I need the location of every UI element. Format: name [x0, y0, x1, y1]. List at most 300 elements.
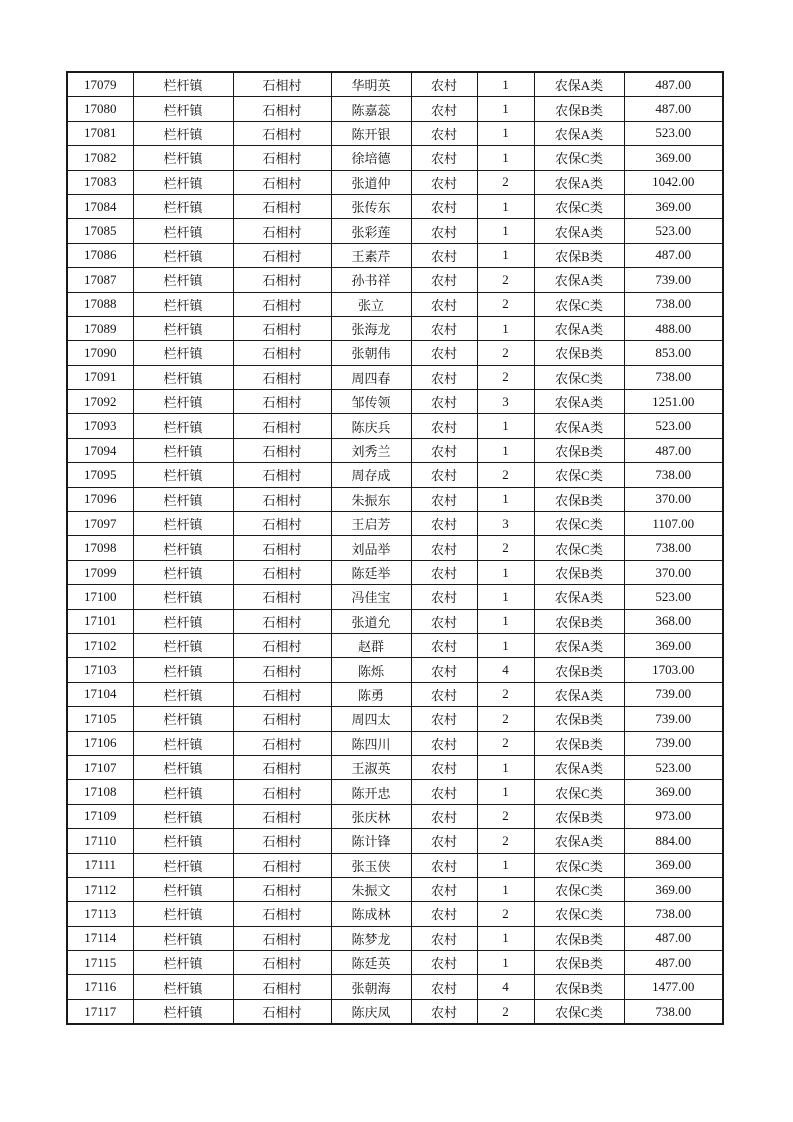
- cell-serial: 17084: [67, 194, 133, 218]
- cell-town: 栏杆镇: [133, 121, 233, 145]
- cell-amount: 738.00: [624, 292, 723, 316]
- cell-name: 周存成: [331, 463, 411, 487]
- cell-residence: 农村: [411, 902, 477, 926]
- cell-village: 石相村: [233, 487, 331, 511]
- cell-town: 栏杆镇: [133, 999, 233, 1024]
- cell-residence: 农村: [411, 609, 477, 633]
- cell-category: 农保C类: [534, 292, 624, 316]
- cell-count: 1: [477, 414, 534, 438]
- cell-residence: 农村: [411, 414, 477, 438]
- cell-village: 石相村: [233, 755, 331, 779]
- cell-residence: 农村: [411, 975, 477, 999]
- cell-category: 农保C类: [534, 780, 624, 804]
- table-row: [67, 707, 723, 731]
- cell-amount: 369.00: [624, 194, 723, 218]
- cell-amount: 738.00: [624, 365, 723, 389]
- cell-category: 农保B类: [534, 731, 624, 755]
- cell-category: 农保B类: [534, 951, 624, 975]
- cell-town: 栏杆镇: [133, 390, 233, 414]
- cell-serial: 17089: [67, 316, 133, 340]
- cell-category: 农保A类: [534, 755, 624, 779]
- cell-count: 1: [477, 146, 534, 170]
- cell-amount: 884.00: [624, 829, 723, 853]
- cell-name: 陈开忠: [331, 780, 411, 804]
- cell-village: 石相村: [233, 268, 331, 292]
- cell-category: 农保A类: [534, 121, 624, 145]
- cell-village: 石相村: [233, 877, 331, 901]
- cell-serial: 17087: [67, 268, 133, 292]
- cell-village: 石相村: [233, 97, 331, 121]
- cell-count: 1: [477, 585, 534, 609]
- cell-amount: 487.00: [624, 951, 723, 975]
- cell-village: 石相村: [233, 194, 331, 218]
- table-row: [67, 731, 723, 755]
- cell-name: 陈廷举: [331, 560, 411, 584]
- cell-serial: 17088: [67, 292, 133, 316]
- cell-town: 栏杆镇: [133, 902, 233, 926]
- cell-amount: 488.00: [624, 316, 723, 340]
- cell-town: 栏杆镇: [133, 536, 233, 560]
- table-row: [67, 268, 723, 292]
- cell-residence: 农村: [411, 877, 477, 901]
- cell-count: 1: [477, 560, 534, 584]
- cell-residence: 农村: [411, 536, 477, 560]
- cell-count: 2: [477, 829, 534, 853]
- cell-amount: 369.00: [624, 877, 723, 901]
- table-row: [67, 609, 723, 633]
- cell-count: 1: [477, 438, 534, 462]
- cell-town: 栏杆镇: [133, 438, 233, 462]
- cell-residence: 农村: [411, 316, 477, 340]
- cell-category: 农保C类: [534, 512, 624, 536]
- cell-name: 张朝伟: [331, 341, 411, 365]
- cell-count: 1: [477, 780, 534, 804]
- cell-residence: 农村: [411, 243, 477, 267]
- cell-serial: 17102: [67, 633, 133, 657]
- cell-category: 农保C类: [534, 146, 624, 170]
- cell-amount: 369.00: [624, 853, 723, 877]
- table-row: [67, 804, 723, 828]
- cell-name: 陈梦龙: [331, 926, 411, 950]
- cell-serial: 17091: [67, 365, 133, 389]
- cell-category: 农保C类: [534, 853, 624, 877]
- table-row: [67, 438, 723, 462]
- cell-amount: 370.00: [624, 560, 723, 584]
- cell-name: 刘品举: [331, 536, 411, 560]
- table-row: [67, 219, 723, 243]
- table-row: [67, 755, 723, 779]
- cell-amount: 1251.00: [624, 390, 723, 414]
- cell-amount: 1042.00: [624, 170, 723, 194]
- cell-village: 石相村: [233, 121, 331, 145]
- table-row: [67, 951, 723, 975]
- cell-residence: 农村: [411, 853, 477, 877]
- cell-town: 栏杆镇: [133, 341, 233, 365]
- cell-town: 栏杆镇: [133, 853, 233, 877]
- cell-amount: 487.00: [624, 438, 723, 462]
- cell-name: 徐培德: [331, 146, 411, 170]
- cell-amount: 739.00: [624, 268, 723, 292]
- cell-name: 陈勇: [331, 682, 411, 706]
- cell-serial: 17095: [67, 463, 133, 487]
- cell-category: 农保B类: [534, 707, 624, 731]
- cell-serial: 17105: [67, 707, 133, 731]
- cell-serial: 17104: [67, 682, 133, 706]
- cell-count: 2: [477, 170, 534, 194]
- cell-town: 栏杆镇: [133, 316, 233, 340]
- cell-category: 农保B类: [534, 804, 624, 828]
- cell-name: 王淑英: [331, 755, 411, 779]
- cell-category: 农保A类: [534, 682, 624, 706]
- cell-village: 石相村: [233, 390, 331, 414]
- table-row: [67, 853, 723, 877]
- cell-serial: 17098: [67, 536, 133, 560]
- cell-residence: 农村: [411, 292, 477, 316]
- cell-village: 石相村: [233, 560, 331, 584]
- table-row: [67, 316, 723, 340]
- cell-count: 4: [477, 975, 534, 999]
- cell-category: 农保B类: [534, 487, 624, 511]
- cell-serial: 17083: [67, 170, 133, 194]
- cell-serial: 17099: [67, 560, 133, 584]
- cell-residence: 农村: [411, 951, 477, 975]
- table-row: [67, 512, 723, 536]
- cell-count: 1: [477, 219, 534, 243]
- table-row: [67, 243, 723, 267]
- cell-serial: 17094: [67, 438, 133, 462]
- cell-town: 栏杆镇: [133, 951, 233, 975]
- cell-category: 农保B类: [534, 97, 624, 121]
- cell-count: 3: [477, 390, 534, 414]
- cell-category: 农保C类: [534, 877, 624, 901]
- table-row: [67, 146, 723, 170]
- cell-village: 石相村: [233, 341, 331, 365]
- cell-residence: 农村: [411, 731, 477, 755]
- cell-village: 石相村: [233, 536, 331, 560]
- cell-town: 栏杆镇: [133, 268, 233, 292]
- cell-name: 朱振东: [331, 487, 411, 511]
- cell-name: 张立: [331, 292, 411, 316]
- cell-residence: 农村: [411, 97, 477, 121]
- table-row: [67, 97, 723, 121]
- cell-residence: 农村: [411, 121, 477, 145]
- cell-town: 栏杆镇: [133, 512, 233, 536]
- table-row: [67, 72, 723, 97]
- cell-residence: 农村: [411, 829, 477, 853]
- cell-amount: 1477.00: [624, 975, 723, 999]
- cell-name: 张庆林: [331, 804, 411, 828]
- cell-count: 2: [477, 804, 534, 828]
- cell-name: 孙书祥: [331, 268, 411, 292]
- cell-residence: 农村: [411, 658, 477, 682]
- cell-name: 王启芳: [331, 512, 411, 536]
- table-row: [67, 780, 723, 804]
- cell-amount: 523.00: [624, 585, 723, 609]
- cell-category: 农保C类: [534, 194, 624, 218]
- cell-town: 栏杆镇: [133, 243, 233, 267]
- cell-residence: 农村: [411, 268, 477, 292]
- cell-town: 栏杆镇: [133, 194, 233, 218]
- table-row: [67, 633, 723, 657]
- cell-category: 农保C类: [534, 365, 624, 389]
- cell-town: 栏杆镇: [133, 219, 233, 243]
- cell-amount: 738.00: [624, 902, 723, 926]
- cell-serial: 17109: [67, 804, 133, 828]
- cell-count: 2: [477, 731, 534, 755]
- table-row: [67, 487, 723, 511]
- cell-category: 农保A类: [534, 72, 624, 97]
- cell-village: 石相村: [233, 682, 331, 706]
- cell-name: 陈成林: [331, 902, 411, 926]
- cell-count: 2: [477, 536, 534, 560]
- cell-residence: 农村: [411, 72, 477, 97]
- cell-residence: 农村: [411, 707, 477, 731]
- cell-residence: 农村: [411, 780, 477, 804]
- cell-amount: 738.00: [624, 999, 723, 1024]
- cell-residence: 农村: [411, 365, 477, 389]
- cell-town: 栏杆镇: [133, 633, 233, 657]
- table-row: [67, 682, 723, 706]
- cell-category: 农保A类: [534, 414, 624, 438]
- cell-amount: 853.00: [624, 341, 723, 365]
- cell-count: 1: [477, 243, 534, 267]
- cell-category: 农保C类: [534, 999, 624, 1024]
- cell-count: 2: [477, 999, 534, 1024]
- cell-serial: 17103: [67, 658, 133, 682]
- cell-category: 农保A类: [534, 585, 624, 609]
- cell-residence: 农村: [411, 194, 477, 218]
- cell-name: 王素芹: [331, 243, 411, 267]
- cell-serial: 17110: [67, 829, 133, 853]
- cell-serial: 17117: [67, 999, 133, 1024]
- cell-count: 4: [477, 658, 534, 682]
- cell-name: 华明英: [331, 72, 411, 97]
- cell-category: 农保B类: [534, 609, 624, 633]
- table-row: [67, 414, 723, 438]
- cell-amount: 369.00: [624, 633, 723, 657]
- cell-count: 2: [477, 707, 534, 731]
- table-row: [67, 585, 723, 609]
- cell-village: 石相村: [233, 219, 331, 243]
- cell-village: 石相村: [233, 585, 331, 609]
- cell-name: 陈计锋: [331, 829, 411, 853]
- cell-name: 陈开银: [331, 121, 411, 145]
- cell-village: 石相村: [233, 829, 331, 853]
- cell-amount: 1107.00: [624, 512, 723, 536]
- cell-name: 陈嘉蕊: [331, 97, 411, 121]
- cell-village: 石相村: [233, 999, 331, 1024]
- cell-town: 栏杆镇: [133, 487, 233, 511]
- cell-village: 石相村: [233, 512, 331, 536]
- cell-serial: 17092: [67, 390, 133, 414]
- cell-serial: 17085: [67, 219, 133, 243]
- cell-category: 农保A类: [534, 316, 624, 340]
- cell-amount: 369.00: [624, 146, 723, 170]
- cell-town: 栏杆镇: [133, 780, 233, 804]
- cell-name: 冯佳宝: [331, 585, 411, 609]
- cell-village: 石相村: [233, 804, 331, 828]
- cell-name: 陈烁: [331, 658, 411, 682]
- cell-village: 石相村: [233, 438, 331, 462]
- cell-serial: 17106: [67, 731, 133, 755]
- cell-name: 张海龙: [331, 316, 411, 340]
- cell-count: 2: [477, 341, 534, 365]
- cell-serial: 17080: [67, 97, 133, 121]
- cell-town: 栏杆镇: [133, 97, 233, 121]
- table-row: [67, 341, 723, 365]
- cell-serial: 17090: [67, 341, 133, 365]
- cell-count: 1: [477, 877, 534, 901]
- table-row: [67, 560, 723, 584]
- cell-amount: 973.00: [624, 804, 723, 828]
- table-row: [67, 194, 723, 218]
- cell-name: 张道允: [331, 609, 411, 633]
- cell-amount: 370.00: [624, 487, 723, 511]
- cell-residence: 农村: [411, 926, 477, 950]
- table-row: [67, 170, 723, 194]
- cell-town: 栏杆镇: [133, 609, 233, 633]
- cell-village: 石相村: [233, 316, 331, 340]
- cell-town: 栏杆镇: [133, 975, 233, 999]
- cell-amount: 738.00: [624, 536, 723, 560]
- cell-category: 农保B类: [534, 926, 624, 950]
- cell-town: 栏杆镇: [133, 877, 233, 901]
- cell-category: 农保A类: [534, 390, 624, 414]
- cell-category: 农保A类: [534, 633, 624, 657]
- cell-town: 栏杆镇: [133, 585, 233, 609]
- cell-residence: 农村: [411, 804, 477, 828]
- cell-village: 石相村: [233, 146, 331, 170]
- table-row: [67, 999, 723, 1024]
- cell-village: 石相村: [233, 365, 331, 389]
- cell-count: 1: [477, 853, 534, 877]
- cell-count: 1: [477, 121, 534, 145]
- cell-count: 2: [477, 268, 534, 292]
- cell-town: 栏杆镇: [133, 829, 233, 853]
- cell-name: 张道仲: [331, 170, 411, 194]
- cell-residence: 农村: [411, 438, 477, 462]
- cell-count: 1: [477, 316, 534, 340]
- cell-serial: 17082: [67, 146, 133, 170]
- cell-count: 1: [477, 487, 534, 511]
- cell-name: 张玉侠: [331, 853, 411, 877]
- cell-category: 农保A类: [534, 219, 624, 243]
- cell-village: 石相村: [233, 926, 331, 950]
- cell-category: 农保C类: [534, 902, 624, 926]
- cell-serial: 17116: [67, 975, 133, 999]
- table-row: [67, 902, 723, 926]
- cell-category: 农保C类: [534, 463, 624, 487]
- payment-roster-table: [66, 71, 724, 1025]
- cell-count: 2: [477, 365, 534, 389]
- cell-village: 石相村: [233, 707, 331, 731]
- cell-town: 栏杆镇: [133, 170, 233, 194]
- cell-residence: 农村: [411, 219, 477, 243]
- cell-name: 陈四川: [331, 731, 411, 755]
- cell-serial: 17086: [67, 243, 133, 267]
- cell-count: 1: [477, 633, 534, 657]
- cell-category: 农保B类: [534, 341, 624, 365]
- cell-count: 1: [477, 609, 534, 633]
- table-row: [67, 536, 723, 560]
- table-row: [67, 926, 723, 950]
- cell-amount: 738.00: [624, 463, 723, 487]
- cell-amount: 739.00: [624, 731, 723, 755]
- cell-village: 石相村: [233, 72, 331, 97]
- cell-residence: 农村: [411, 170, 477, 194]
- cell-town: 栏杆镇: [133, 72, 233, 97]
- cell-amount: 368.00: [624, 609, 723, 633]
- cell-name: 朱振文: [331, 877, 411, 901]
- cell-residence: 农村: [411, 999, 477, 1024]
- cell-residence: 农村: [411, 512, 477, 536]
- cell-serial: 17114: [67, 926, 133, 950]
- cell-name: 张传东: [331, 194, 411, 218]
- cell-serial: 17081: [67, 121, 133, 145]
- cell-town: 栏杆镇: [133, 926, 233, 950]
- cell-village: 石相村: [233, 658, 331, 682]
- cell-town: 栏杆镇: [133, 365, 233, 389]
- cell-serial: 17115: [67, 951, 133, 975]
- cell-count: 1: [477, 951, 534, 975]
- cell-category: 农保B类: [534, 243, 624, 267]
- cell-village: 石相村: [233, 902, 331, 926]
- table-row: [67, 121, 723, 145]
- cell-town: 栏杆镇: [133, 755, 233, 779]
- cell-village: 石相村: [233, 609, 331, 633]
- cell-town: 栏杆镇: [133, 560, 233, 584]
- table-body: [67, 72, 723, 1024]
- cell-name: 刘秀兰: [331, 438, 411, 462]
- cell-town: 栏杆镇: [133, 804, 233, 828]
- cell-town: 栏杆镇: [133, 731, 233, 755]
- cell-village: 石相村: [233, 853, 331, 877]
- table-row: [67, 975, 723, 999]
- cell-serial: 17108: [67, 780, 133, 804]
- cell-count: 1: [477, 755, 534, 779]
- cell-name: 陈庆兵: [331, 414, 411, 438]
- table-row: [67, 292, 723, 316]
- cell-amount: 523.00: [624, 121, 723, 145]
- table-row: [67, 877, 723, 901]
- cell-category: 农保C类: [534, 536, 624, 560]
- cell-town: 栏杆镇: [133, 707, 233, 731]
- cell-town: 栏杆镇: [133, 682, 233, 706]
- cell-category: 农保A类: [534, 170, 624, 194]
- cell-category: 农保B类: [534, 560, 624, 584]
- cell-village: 石相村: [233, 633, 331, 657]
- cell-village: 石相村: [233, 951, 331, 975]
- cell-village: 石相村: [233, 292, 331, 316]
- cell-residence: 农村: [411, 755, 477, 779]
- cell-amount: 487.00: [624, 243, 723, 267]
- table-row: [67, 390, 723, 414]
- cell-category: 农保B类: [534, 658, 624, 682]
- cell-amount: 739.00: [624, 707, 723, 731]
- cell-serial: 17096: [67, 487, 133, 511]
- cell-name: 周四春: [331, 365, 411, 389]
- cell-name: 张朝海: [331, 975, 411, 999]
- cell-serial: 17107: [67, 755, 133, 779]
- cell-count: 2: [477, 682, 534, 706]
- cell-village: 石相村: [233, 243, 331, 267]
- cell-town: 栏杆镇: [133, 463, 233, 487]
- cell-amount: 369.00: [624, 780, 723, 804]
- cell-serial: 17100: [67, 585, 133, 609]
- cell-serial: 17101: [67, 609, 133, 633]
- cell-name: 张彩莲: [331, 219, 411, 243]
- cell-serial: 17093: [67, 414, 133, 438]
